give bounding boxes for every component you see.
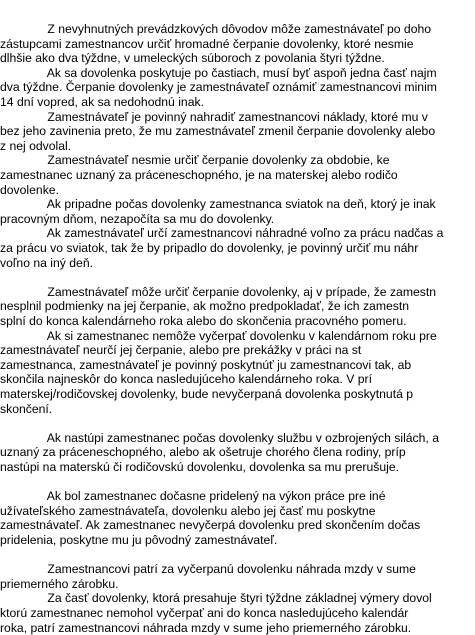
text-line: Ak sa dovolenka poskytuje po častiach, musí byť aspoň jedna časť najm xyxy=(0,65,437,80)
text-line: skončení. xyxy=(0,401,53,416)
text-line: pridelenia, poskytne mu ju pôvodný zamestnávateľ. xyxy=(0,533,278,547)
text-line: zamestnávateľ. Ak zamestnanec nevyčerpá dovolenku pred skončením dočas xyxy=(0,518,421,533)
text-line: Ak pripadne počas dovolenky zamestnanca sviatok na deň, ktorý je inak xyxy=(0,197,436,212)
text-line: voľno na iný deň. xyxy=(0,255,93,270)
text-line: ktorú zamestnanec nemohol vyčerpať ani do konca nasledujúceho kalendár xyxy=(0,606,409,620)
text-line: Ak nastúpi zamestnanec počas dovolenky službu v ozbrojených silách, a xyxy=(0,430,439,445)
text-line: Zamestnávateľ môže určiť čerpanie dovolenky, aj v prípade, že zamestn xyxy=(0,284,437,299)
text-line: dovolenke. xyxy=(0,182,59,197)
text-line: zamestnanca, zamestnávateľ je povinný poskytnúť ju zamestnancovi tak, ab xyxy=(0,357,412,372)
text-line: nesplnil podmienky na jej čerpanie, ak možno predpokladať, že ich zamestn xyxy=(0,299,410,314)
text-line: Ak bol zamestnanec dočasne pridelený na výkon práce pre iné xyxy=(0,489,386,504)
text-line: Ak si zamestnanec nemôže vyčerpať dovolenku v kalendárnom roku pre xyxy=(0,328,437,343)
text-line: Zamestnávateľ je povinný nahradiť zamestnancovi náklady, ktoré mu v xyxy=(0,109,428,124)
text-line: priemerného zárobku. xyxy=(0,576,119,591)
text-line: zamestnanec uznaný za práceneschopného, je na materskej alebo rodičo xyxy=(0,168,398,182)
text-line: Ak zamestnávateľ určí zamestnancovi náhradné voľno za prácu nadčas a xyxy=(0,226,444,241)
text-line: bez jeho zavinenia preto, že mu zamestnávateľ zmenil čerpanie dovolenky alebo xyxy=(0,124,436,139)
text-line: uznaný za práceneschopného, alebo ak ošetruje chorého člena rodiny, príp xyxy=(0,445,406,460)
text-line: Zamestnancovi patrí za vyčerpanú dovolenku náhrada mzdy v sume xyxy=(0,562,416,577)
text-line: dlhšie ako dva týždne, v umeleckých súboroch z povolania štyri týždne. xyxy=(0,51,385,66)
text-line: z nej odvolal. xyxy=(0,138,72,153)
text-line: materskej/rodičovskej dovolenky, bude nevyčerpaná dovolenka poskytnutá p xyxy=(0,387,414,401)
text-line: dva týždne. Čerpanie dovolenky je zamestnávateľ oznámiť zamestnancovi minim xyxy=(0,80,437,95)
text-line: pracovným dňom, nezapočíta sa mu do dovolenky. xyxy=(0,211,275,226)
text-line: Zamestnávateľ nesmie určiť čerpanie dovolenky za obdobie, ke xyxy=(0,153,390,168)
text-line: zamestnávateľ neurčí jej čerpanie, alebo pre prekážky v práci na st xyxy=(0,343,362,358)
text-line: za prácu vo sviatok, tak že by pripadlo do dovolenky, je povinný určiť mu náhr xyxy=(0,241,419,255)
text-line: splní do konca kalendárneho roka alebo do skončenia pracovného pomeru. xyxy=(0,314,407,328)
text-line: roka, patrí zamestnancovi náhrada mzdy v sume jeho priemerného zárobku. xyxy=(0,620,412,635)
text-line: skončila najneskôr do konca nasledujúceho kalendárneho roka. V prí xyxy=(0,372,372,387)
text-line: zástupcami zamestnancov určiť hromadné čerpanie dovolenky, ktoré nesmie xyxy=(0,36,414,51)
text-line: užívateľského zamestnávateľa, dovolenku alebo jej časť mu poskytne xyxy=(0,503,376,518)
text-line: Za časť dovolenky, ktorá presahuje štyri týždne základnej výmery dovol xyxy=(0,591,432,606)
text-line: Z nevyhnutných prevádzkových dôvodov môže zamestnávateľ po doho xyxy=(0,22,432,36)
text-line: nastúpi na materskú či rodičovskú dovolenku, dovolenka sa mu prerušuje. xyxy=(0,460,400,474)
text-line: 14 dní vopred, ak sa nedohodnú inak. xyxy=(0,95,204,109)
